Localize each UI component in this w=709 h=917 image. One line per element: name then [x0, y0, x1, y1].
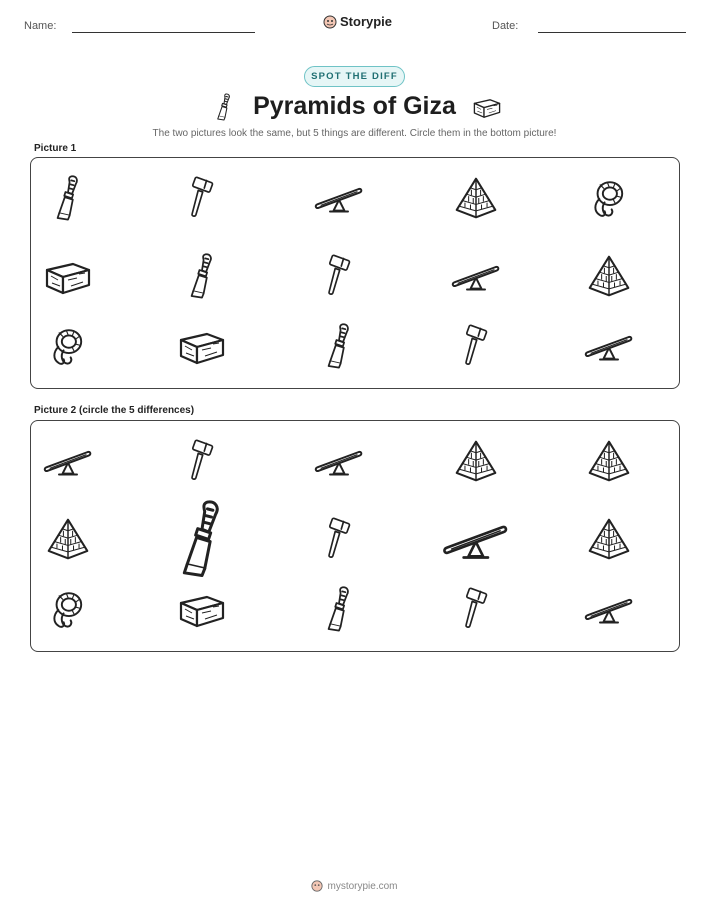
storypie-mascot-icon	[323, 15, 337, 29]
brand-logo	[323, 14, 392, 29]
title-stone-block-icon	[472, 95, 502, 119]
rope-icon	[587, 175, 631, 221]
footer-site: mystorypie.com	[327, 880, 398, 892]
hammer-icon[interactable]	[183, 438, 221, 484]
rope-icon	[46, 323, 90, 369]
lever-icon	[311, 180, 367, 216]
chisel-icon[interactable]	[319, 585, 359, 633]
lever-icon[interactable]	[311, 443, 367, 479]
lever-icon	[448, 258, 504, 294]
hammer-icon	[183, 175, 221, 221]
chisel-icon	[48, 174, 88, 222]
lever-icon[interactable]	[581, 591, 637, 627]
stone-block-icon[interactable]	[177, 589, 227, 629]
pyramid-icon[interactable]	[586, 516, 632, 562]
hammer-icon[interactable]	[457, 586, 495, 632]
lever-icon[interactable]	[40, 443, 96, 479]
chisel-icon[interactable]	[168, 498, 236, 580]
spot-the-diff-badge: SPOT THE DIFF	[304, 66, 405, 87]
pyramid-icon[interactable]	[45, 516, 91, 562]
picture-2-panel[interactable]	[30, 420, 680, 652]
pyramid-icon[interactable]	[586, 438, 632, 484]
date-line[interactable]	[538, 32, 686, 33]
name-label: Name:	[24, 20, 57, 32]
picture-2-label: Picture 2 (circle the 5 differences)	[34, 405, 195, 416]
stone-block-icon	[177, 326, 227, 366]
picture-1-label: Picture 1	[34, 143, 77, 154]
rope-icon[interactable]	[46, 586, 90, 632]
pyramid-icon	[586, 253, 632, 299]
hammer-icon	[457, 323, 495, 369]
lever-icon[interactable]	[438, 515, 514, 564]
instructions: The two pictures look the same, but 5 things are different. Circle them in the bottom picture!	[152, 128, 557, 139]
footer	[0, 880, 709, 892]
pyramid-icon	[453, 175, 499, 221]
brand-name: Storypie	[340, 14, 393, 29]
hammer-icon[interactable]	[320, 516, 358, 562]
date-label: Date:	[492, 20, 519, 32]
chisel-icon	[319, 322, 359, 370]
storypie-mascot-icon	[311, 880, 323, 892]
stone-block-icon	[43, 256, 93, 296]
chisel-icon	[182, 252, 222, 300]
picture-1-panel	[30, 157, 680, 389]
pyramid-icon[interactable]	[453, 438, 499, 484]
page-title: Pyramids of Giza	[253, 92, 456, 120]
lever-icon	[581, 328, 637, 364]
name-line[interactable]	[72, 32, 255, 33]
hammer-icon	[320, 253, 358, 299]
